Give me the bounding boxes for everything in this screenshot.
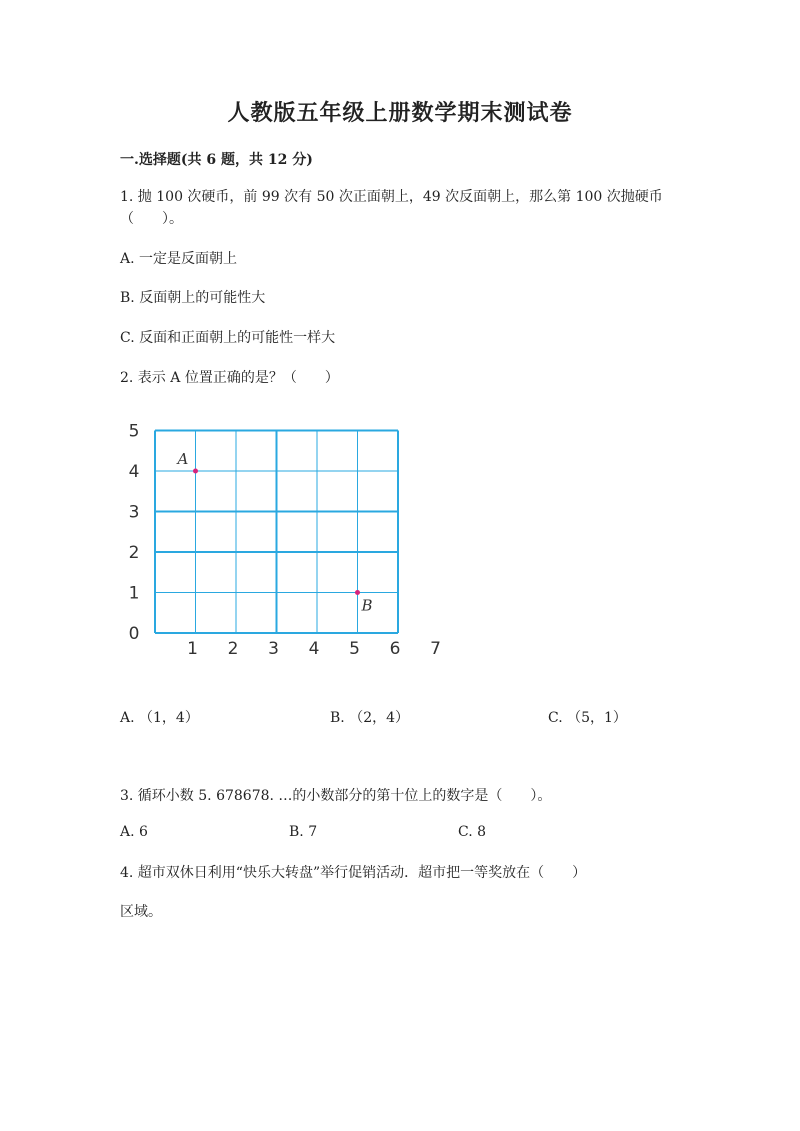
section-heading: 一.选择题(共 6 题，共 12 分): [120, 152, 313, 168]
x-tick-label: 2: [227, 639, 239, 659]
page-title: 人教版五年级上册数学期末测试卷: [227, 100, 573, 126]
y-tick-label: 2: [128, 543, 140, 563]
y-tick-label: 4: [128, 462, 140, 482]
point-label-a: A: [177, 450, 189, 468]
x-tick-label: 7: [430, 639, 441, 659]
question-2-option-b: B. （2，4）: [330, 710, 410, 726]
question-3-option-b: B. 7: [289, 824, 318, 840]
question-1-stem: 1. 抛 100 次硬币，前 99 次有 50 次正面朝上，49 次反面朝上，那么第 100 次抛硬币（ ）。: [120, 189, 663, 227]
grid-svg: [120, 418, 460, 668]
y-tick-label: 3: [128, 502, 140, 523]
x-tick-label: 1: [187, 639, 198, 659]
point-label-b: B: [361, 596, 373, 615]
y-tick-label: 5: [128, 421, 140, 442]
x-tick-label: 3: [268, 639, 279, 659]
x-tick-label: 6: [389, 639, 401, 659]
coordinate-grid: [120, 418, 460, 668]
x-tick-label: 5: [349, 639, 360, 659]
question-1-option-c: C. 反面和正面朝上的可能性一样大: [120, 330, 336, 346]
question-4-stem-line1: 4. 超市双休日利用“快乐大转盘”举行促销活动．超市把一等奖放在（ ）: [120, 865, 587, 881]
question-1-option-a: A. 一定是反面朝上: [120, 251, 238, 267]
x-tick-label: 4: [308, 639, 320, 659]
question-3-option-c: C. 8: [458, 824, 487, 840]
point-a: [193, 469, 198, 474]
question-3-stem: 3. 循环小数 5. 678678. …的小数部分的第十位上的数字是（ ）。: [120, 788, 552, 804]
question-2-stem: 2. 表示 A 位置正确的是？（ ）: [120, 370, 339, 386]
y-tick-label: 1: [128, 583, 140, 604]
question-2-option-c: C. （5，1）: [548, 710, 627, 726]
question-2-option-a: A. （1，4）: [120, 710, 199, 726]
y-tick-label: 0: [128, 624, 140, 644]
question-4-stem-line2: 区域。: [120, 904, 162, 920]
point-b: [355, 590, 360, 595]
question-3-option-a: A. 6: [120, 824, 148, 840]
question-1-option-b: B. 反面朝上的可能性大: [120, 290, 266, 306]
